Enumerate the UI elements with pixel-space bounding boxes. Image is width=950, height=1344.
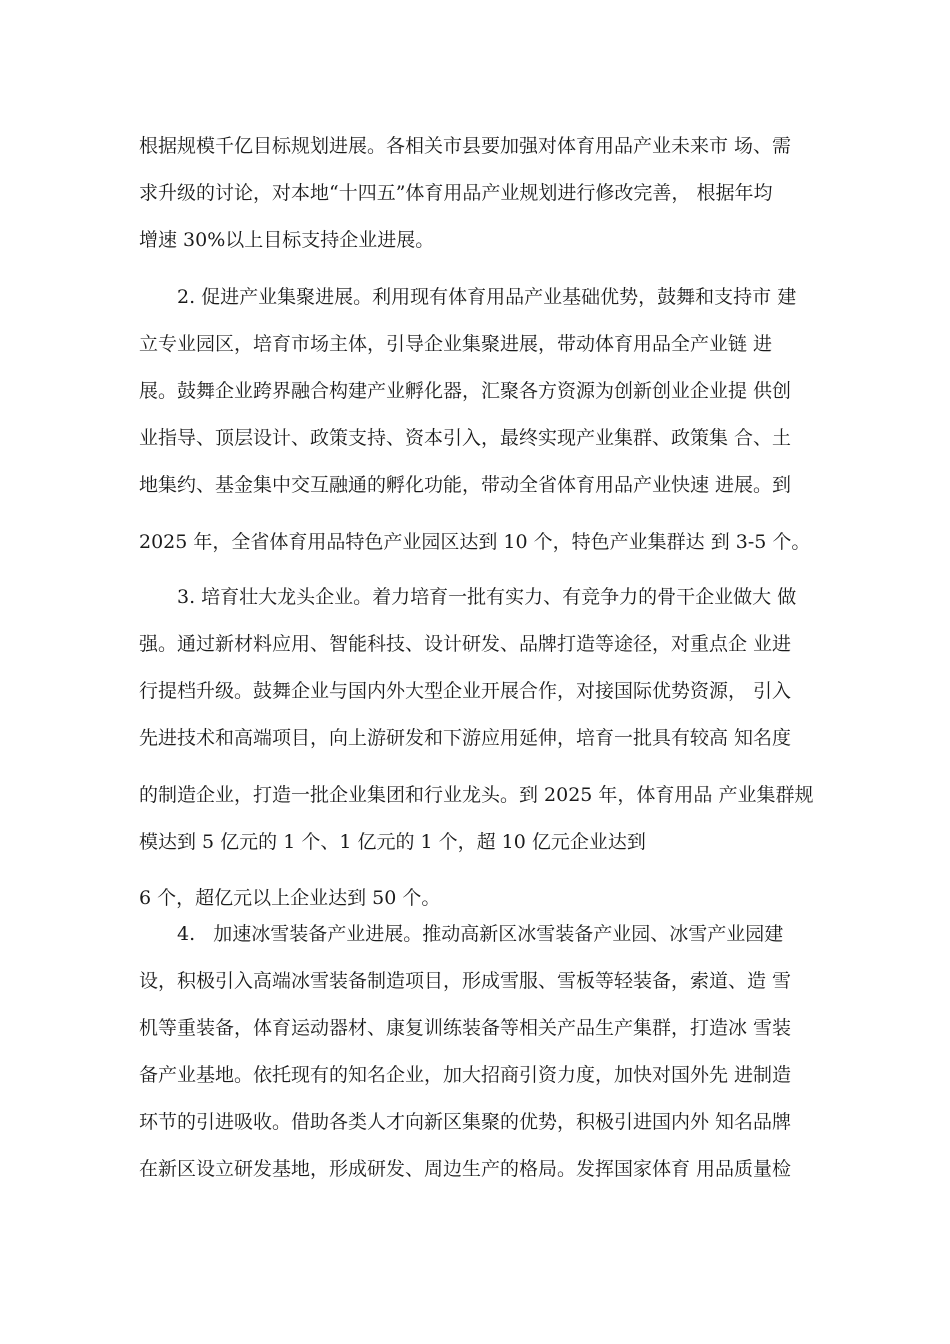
text-line: 展。鼓舞企业跨界融合构建产业孵化器，汇聚各方资源为创新创业企业提 供创 [139,380,792,402]
text-line: 强。通过新材料应用、智能科技、设计研发、品牌打造等途径，对重点企 业进 [139,633,792,655]
text-line: 业指导、顶层设计、政策支持、资本引入，最终实现产业集群、政策集 合、土 [139,427,792,449]
text-line: 先进技术和高端项目，向上游研发和下游应用延伸，培育一批具有较高 知名度 [139,727,792,749]
text-line: 求升级的讨论，对本地“十四五”体育用品产业规划进行修改完善， 根据年均 [139,182,773,204]
text-line: 机等重装备，体育运动器材、康复训练装备等相关产品生产集群，打造冰 雪装 [139,1017,792,1039]
text-line: 地集约、基金集中交互融通的孵化功能，带动全省体育用品产业快速 进展。到 [139,474,792,496]
paragraph-3-start: 3. 培育壮大龙头企业。着力培育一批有实力、有竞争力的骨干企业做大 做 [177,586,797,608]
text-line: 2025 年，全省体育用品特色产业园区达到 10 个，特色产业集群达 到 3-5 个。 [139,531,811,553]
text-line: 模达到 5 亿元的 1 个、1 亿元的 1 个，超 10 亿元企业达到 [139,831,646,853]
paragraph-4-start: 4. 加速冰雪装备产业进展。推动高新区冰雪装备产业园、冰雪产业园建 [177,923,784,945]
text-line: 设，积极引入高端冰雪装备制造项目，形成雪服、雪板等轻装备，索道、造 雪 [139,970,792,992]
text-line: 环节的引进吸收。借助各类人才向新区集聚的优势，积极引进国内外 知名品牌 [139,1111,792,1133]
paragraph-2-start: 2. 促进产业集聚进展。利用现有体育用品产业基础优势，鼓舞和支持市 建 [177,286,797,308]
text-line: 的制造企业，打造一批企业集团和行业龙头。到 2025 年，体育用品 产业集群规 [139,784,814,806]
text-line: 增速 30%以上目标支持企业进展。 [139,229,435,251]
text-line: 备产业基地。依托现有的知名企业，加大招商引资力度，加快对国外先 进制造 [139,1064,792,1086]
text-line: 6 个，超亿元以上企业达到 50 个。 [139,887,441,909]
text-line: 根据规模千亿目标规划进展。各相关市县要加强对体育用品产业未来市 场、需 [139,135,792,157]
text-line: 立专业园区，培育市场主体，引导企业集聚进展，带动体育用品全产业链 进 [139,333,773,355]
text-line: 行提档升级。鼓舞企业与国内外大型企业开展合作，对接国际优势资源， 引入 [139,680,792,702]
text-line: 在新区设立研发基地，形成研发、周边生产的格局。发挥国家体育 用品质量检 [139,1158,792,1180]
